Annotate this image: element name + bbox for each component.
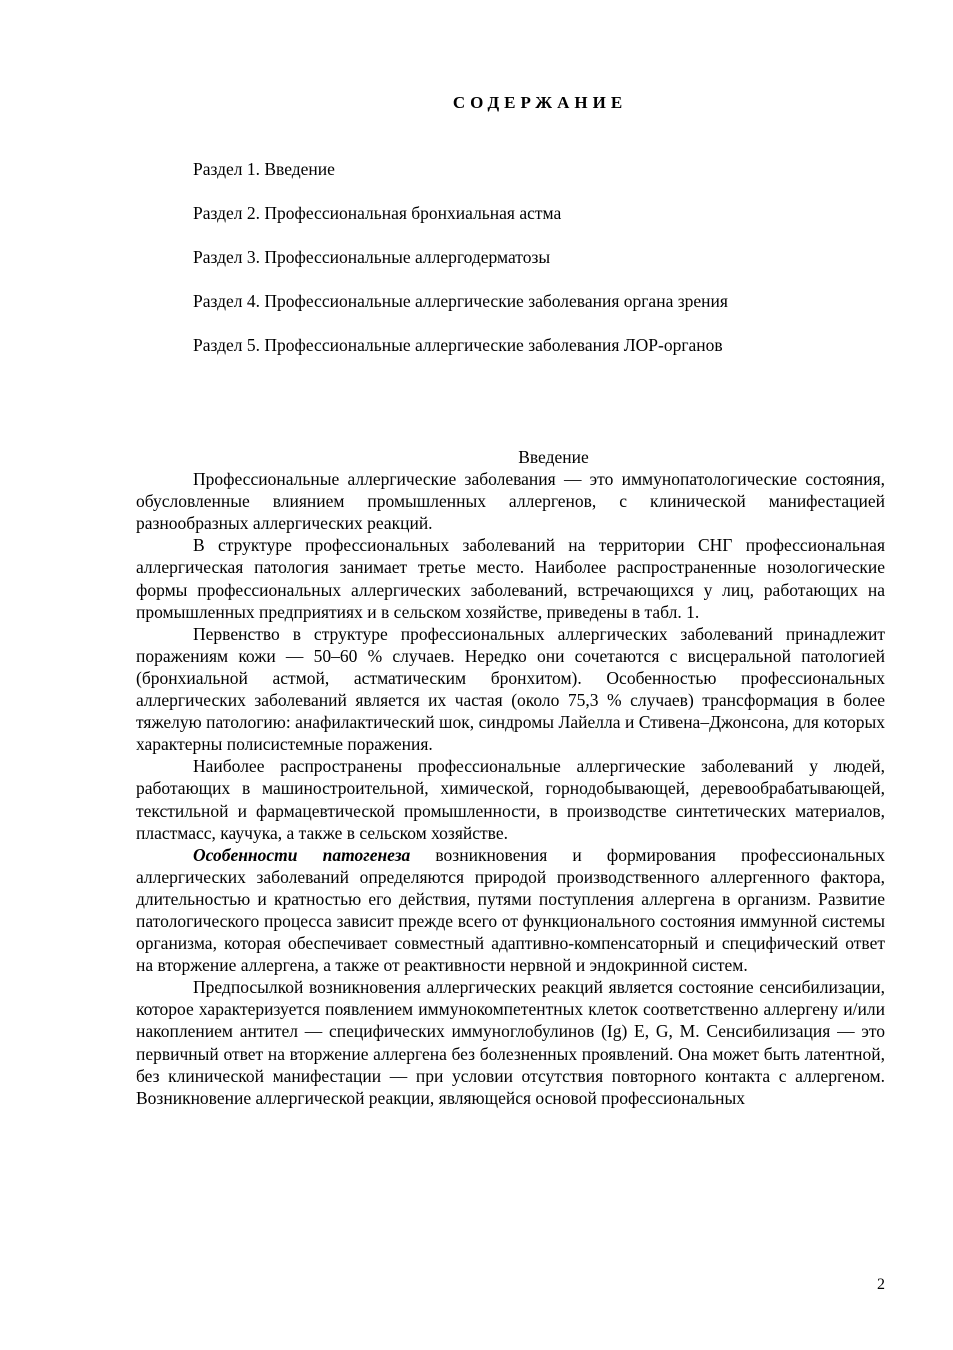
emphasized-term: Особенности патогенеза (193, 844, 411, 865)
toc-item-section-4[interactable]: Раздел 4. Профессиональные аллергические заболевания органа зрения (193, 291, 728, 311)
paragraph: Первенство в структуре профессиональных аллергических заболеваний принадлежит поражениям кожи — 50–60 % случаев. Нередко они сочетаются с висцеральной патологией (бронхиальной астмой, астматическим бронхитом). Особенностью профессиональных аллергических заболеваний является их частая (около 75,3 % случаев) трансформация в более тяжелую патологию: анафилактический шок, синдромы Лайелла и Стивена–Джонсона, для которых характерны полисистемные поражения. (136, 623, 885, 755)
paragraph: В структуре профессиональных заболеваний на территории СНГ профессиональная аллергическая патология занимает третье место. Наиболее распространенные нозологические формы профессиональных аллергических заболеваний, встречающихся у лиц, работающих на промышленных предприятиях и в сельском хозяйстве, приведены в табл. 1. (136, 535, 885, 622)
page-number: 2 (877, 1276, 885, 1293)
paragraph: Наиболее распространены профессиональные аллергические заболеваний у людей, работающих в машиностроительной, химической, горнодобывающей, деревообрабатывающей, текстильной и фармацевтической промышленности, в производстве синтетических материалов, пластмасс, каучука, а также в сельском хозяйстве. (136, 756, 885, 843)
toc-item-section-5[interactable]: Раздел 5. Профессиональные аллергические заболевания ЛОР-органов (193, 335, 723, 355)
toc-item-section-2[interactable]: Раздел 2. Профессиональная бронхиальная астма (193, 203, 562, 223)
table-of-contents (193, 158, 728, 378)
introduction-section (136, 446, 885, 1109)
paragraph: Предпосылкой возникновения аллергических реакций является состояние сенсибилизации, которое характеризуется появлением иммунокомпетентных клеток соответственно аллергену и/или накоплением антител — специфических иммуноглобулинов (Ig) E, G, M. Сенсибилизация — это первичный ответ на вторжение аллергена без болезненных проявлений. Она может быть латентной, без клинической манифестации — при условии отсутствия повторного контакта с аллергеном. Возникновение аллергической реакции, являющейся основой профессиональных (136, 977, 885, 1108)
toc-title: СОДЕРЖАНИЕ (452, 93, 628, 112)
toc-item-section-3[interactable]: Раздел 3. Профессиональные аллергодерматозы (193, 247, 551, 267)
pathogenesis-paragraph (136, 844, 885, 977)
toc-item-section-1[interactable]: Раздел 1. Введение (193, 159, 335, 179)
section-heading: Введение (518, 447, 589, 467)
paragraph-text: возникновения и формирования профессиональных аллергических заболеваний определяются природой производственного аллергенного фактора, длительностью и кратностью его действия, путями поступления аллергена в организм. Развитие патологического процесса зависит прежде всего от функционального состояния иммунной системы организма, которая обеспечивает совместный адаптивно-компенсаторный и специфический ответ на вторжение аллергена, а также от реактивности нервной и эндокринной систем. (136, 844, 885, 976)
paragraph: Профессиональные аллергические заболевания — это иммунопатологические состояния, обусловленные влиянием промышленных аллергенов, с клинической манифестацией разнообразных аллергических реакций. (136, 469, 885, 534)
